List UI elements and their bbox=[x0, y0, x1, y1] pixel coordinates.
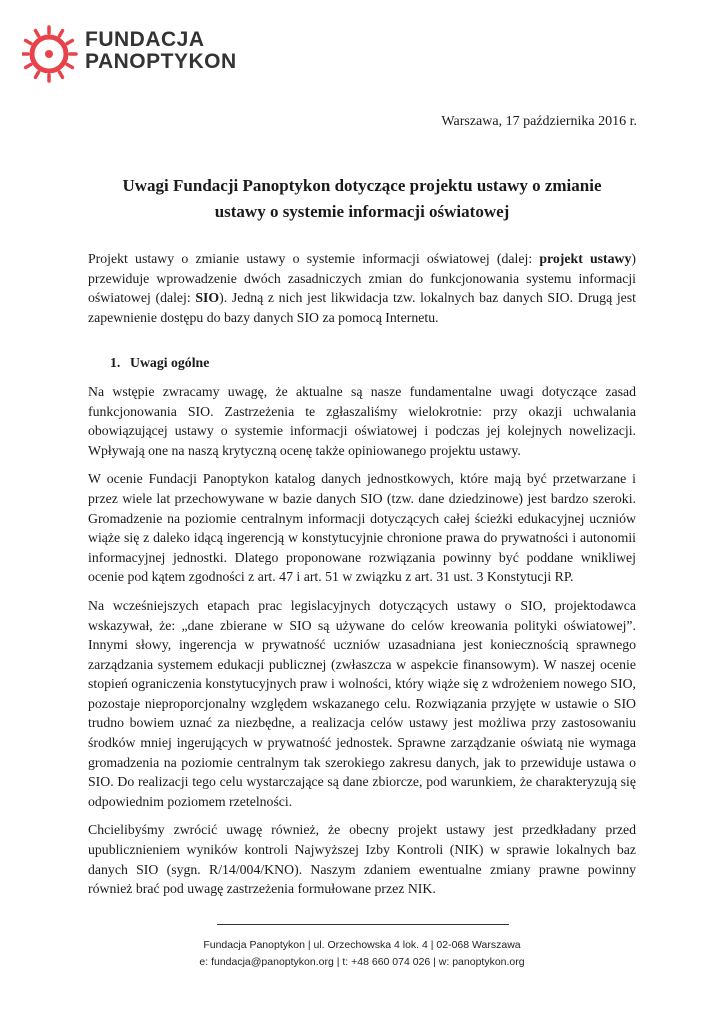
intro-paragraph: Projekt ustawy o zmianie ustawy o systemie informacji oświatowej (dalej: projekt ustawy) przewiduje wprowadzenie dwóch zasadniczych zmian do funkcjonowania systemu informacji oświatowej (dalej: SIO). Jedną z nich jest likwidacja tzw. lokalnych baz danych SIO. Drugą jest zapewnienie dostępu do bazy danych SIO za pomocą Internetu. bbox=[88, 251, 637, 325]
title-line-1: Uwagi Fundacji Panoptykon dotyczące projektu ustawy o zmianie bbox=[122, 176, 602, 195]
logo-spoke bbox=[60, 72, 63, 77]
footer-divider bbox=[217, 924, 509, 925]
logo-center-dot bbox=[45, 50, 53, 58]
section-number: 1. bbox=[110, 355, 121, 371]
logo-spoke bbox=[67, 65, 72, 68]
document-body bbox=[88, 249, 636, 908]
logo-spoke bbox=[60, 31, 63, 36]
body-paragraph-2: W ocenie Fundacji Panoptykon katalog danych jednostkowych, które mają być przetwarzane i przez wiele lat przechowywane w bazie danych SIO (tzw. dane dziedzinowe) jest bardzo szeroki. Gromadzenie na poziomie centralnym informacji dotyczących całej ścieżki edukacyjnej uczniów wiąże się z daleko idącą ingerencją w konstytucyjnie chronione prawa do prywatności i autonomii informacyjnej jednostki. Dlatego proponowane rozwiązania powinny być poddane wnikliwej ocenie pod kątem zgodności z art. 47 i art. 51 w związku z art. 31 ust. 3 Konstytucji RP. bbox=[88, 471, 636, 585]
document-date: Warszawa, 17 października 2016 r. bbox=[441, 114, 637, 129]
term-sio: SIO bbox=[195, 290, 220, 306]
organization-logo bbox=[22, 20, 252, 86]
panoptykon-logo-icon bbox=[22, 20, 78, 86]
logo-text-line2: PANOPTYKON bbox=[85, 50, 237, 73]
body-paragraph-3: Na wcześniejszych etapach prac legislacyjnych dotyczących ustawy o SIO, projektodawca wskazywał, że: „dane zbierane w SIO są używane do celów kreowania polityki oświatowej”. Innymi słowy, ingerencja w prywatność uczniów uzasadniana jest koniecznością sprawnego zarządzania systemem edukacji publicznej (zwłaszcza w aspekcie finansowym). W naszej ocenie stopień ograniczenia konstytucyjnych praw i wolności, który wiąże się z wdrożeniem nowego SIO, pozostaje nieproporcjonalny względem wskazanego celu. Rozwiązania przyjęte w ustawie o SIO trudno bowiem uznać za niezbędne, a realizacja celów ustawy jest możliwa przy zastosowaniu środków mniej ingerujących w prywatność jednostek. Sprawne zarządzanie oświatą nie wymaga gromadzenia na poziomie centralnym tak szerokiego zakresu danych, jak to przewiduje ustawa o SIO. Do realizacji tego celu wystarczające są dane zbiorcze, pod warunkiem, że charakteryzują się odpowiednim poziomem rzetelności. bbox=[88, 597, 636, 809]
footer-address: Fundacja Panoptykon | ul. Orzechowska 4 lok. 4 | 02-068 Warszawa bbox=[203, 939, 521, 951]
logo-spoke bbox=[26, 41, 31, 44]
body-paragraph-4: Chcielibyśmy zwrócić uwagę również, że obecny projekt ustawy jest przedkładany przed upublicznieniem wyników kontroli Najwyższej Izby Kontroli (NIK) w sprawie lokalnych baz danych SIO (sygn. R/14/004/KNO). Naszym zdaniem ewentualne zmiany prawne powinny również brać pod uwagę zastrzeżenia formułowane przez NIK. bbox=[88, 822, 636, 897]
logo-wordmark bbox=[85, 29, 237, 73]
section-heading bbox=[88, 353, 636, 373]
section-title: Uwagi ogólne bbox=[130, 355, 210, 371]
footer-contact: e: fundacja@panoptykon.org | t: +48 660 074 026 | w: panoptykon.org bbox=[199, 956, 525, 968]
logo-spoke bbox=[26, 65, 31, 68]
body-paragraph-1: Na wstępie zwracamy uwagę, że aktualne są nasze fundamentalne uwagi dotyczące zasad funkcjonowania SIO. Zastrzeżenia te zgłaszaliśmy wielokrotnie: przy okazji uchwalania obowiązującej ustawy o systemie informacji oświatowej i podczas jej kolejnych nowelizacji. Wpływają one na naszą krytyczną ocenę także opiniowanego projektu ustawy. bbox=[88, 383, 636, 458]
logo-spoke bbox=[36, 72, 39, 77]
logo-spoke bbox=[36, 31, 39, 36]
title-line-2: ustawy o systemie informacji oświatowej bbox=[214, 202, 510, 221]
logo-text-line1: FUNDACJA bbox=[85, 28, 205, 51]
term-projekt-ustawy: projekt ustawy bbox=[539, 251, 632, 266]
logo-spoke bbox=[67, 41, 72, 44]
document-title bbox=[88, 173, 636, 225]
